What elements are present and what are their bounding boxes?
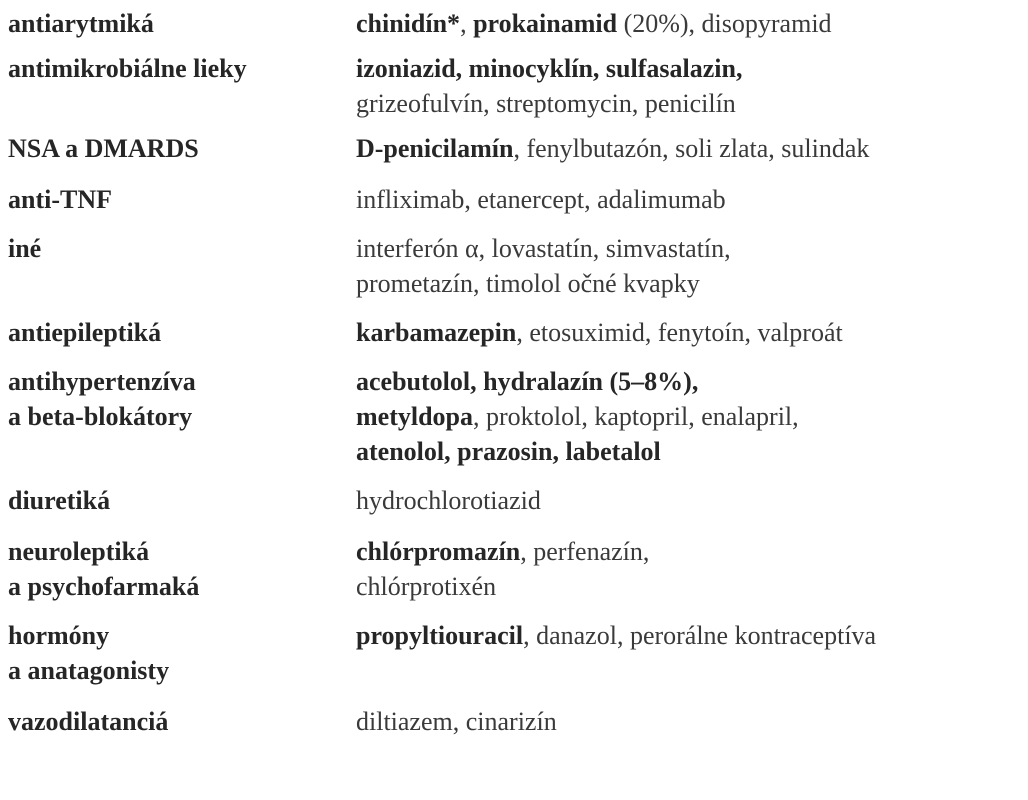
drug-list <box>356 231 1020 301</box>
table-row <box>8 6 1020 41</box>
drug-name: , <box>460 9 474 38</box>
drug-name-emphasized: D-penicilamín <box>356 134 514 163</box>
table-row <box>8 483 1020 518</box>
drug-category-label <box>8 618 356 688</box>
drug-category-label <box>8 6 356 41</box>
drug-list-line <box>356 399 1020 434</box>
table-row <box>8 618 1020 688</box>
drug-name: prometazín, timolol očné kvapky <box>356 269 700 298</box>
category-line: iné <box>8 234 42 263</box>
table-row <box>8 704 1020 739</box>
category-line: neuroleptiká <box>8 537 150 566</box>
drug-category-label <box>8 315 356 350</box>
drug-list-line <box>356 6 1020 41</box>
drug-name: , etosuximid, fenytoín, valproát <box>516 318 843 347</box>
category-line: diuretiká <box>8 486 111 515</box>
category-line: anti-TNF <box>8 185 112 214</box>
drug-name-emphasized: propyltiouracil <box>356 621 524 650</box>
drug-name: interferón α, lovastatín, simvastatín, <box>356 234 731 263</box>
drug-category-label <box>8 231 356 266</box>
drug-category-label <box>8 51 356 86</box>
category-line: hormóny <box>8 621 110 650</box>
drug-category-label <box>8 131 356 166</box>
drug-name: grizeofulvín, streptomycin, penicilín <box>356 89 736 118</box>
drug-name-emphasized: prokainamid <box>473 9 618 38</box>
drug-name: chlórprotixén <box>356 572 497 601</box>
table-row <box>8 182 1020 217</box>
drug-list-line <box>356 51 1020 86</box>
drug-name: diltiazem, cinarizín <box>356 707 557 736</box>
drug-name-emphasized: acebutolol, hydralazín (5–8%), <box>356 367 699 396</box>
drug-list <box>356 704 1020 739</box>
drug-category-label <box>8 534 356 604</box>
category-line: vazodilatanciá <box>8 707 169 736</box>
category-line: antiepileptiká <box>8 318 162 347</box>
drug-category-label <box>8 704 356 739</box>
table-row <box>8 231 1020 301</box>
drug-list-line <box>356 704 1020 739</box>
drug-list <box>356 534 1020 604</box>
table-row <box>8 131 1020 166</box>
drug-list-line <box>356 131 1020 166</box>
drug-name: , danazol, perorálne kontraceptíva <box>523 621 877 650</box>
table-row <box>8 51 1020 121</box>
category-line: antiarytmiká <box>8 9 154 38</box>
drug-list-line <box>356 364 1020 399</box>
drug-name-emphasized: karbamazepin <box>356 318 517 347</box>
drug-list-line <box>356 434 1020 469</box>
drug-name: hydrochlorotiazid <box>356 486 541 515</box>
table-row <box>8 364 1020 469</box>
drug-list <box>356 364 1020 469</box>
category-line: antimikrobiálne lieky <box>8 54 247 83</box>
category-line: a psychofarmaká <box>8 572 200 601</box>
drug-name: , proktolol, kaptopril, enalapril, <box>473 402 799 431</box>
drug-name: , perfenazín, <box>520 537 650 566</box>
drug-list-line <box>356 618 1020 653</box>
drug-list <box>356 6 1020 41</box>
drug-category-label <box>8 483 356 518</box>
drug-list-line <box>356 231 1020 266</box>
drug-name-emphasized: atenolol, prazosin, labetalol <box>356 437 661 466</box>
drug-list-line <box>356 315 1020 350</box>
drug-list <box>356 483 1020 518</box>
drug-list <box>356 315 1020 350</box>
drug-list-line <box>356 534 1020 569</box>
drug-list-line <box>356 266 1020 301</box>
drug-name: infliximab, etanercept, adalimumab <box>356 185 726 214</box>
drug-list-line <box>356 86 1020 121</box>
drug-list <box>356 51 1020 121</box>
drug-list-line <box>356 483 1020 518</box>
drug-name: (20%), disopyramid <box>617 9 832 38</box>
table-row <box>8 534 1020 604</box>
category-line: antihypertenzíva <box>8 367 196 396</box>
table-row <box>8 315 1020 350</box>
drug-category-label <box>8 364 356 434</box>
drug-list <box>356 618 1020 653</box>
drug-name-emphasized: metyldopa <box>356 402 473 431</box>
drug-list <box>356 131 1020 166</box>
drug-category-label <box>8 182 356 217</box>
category-line: a beta-blokátory <box>8 402 193 431</box>
drug-name-emphasized: chinidín* <box>356 9 461 38</box>
drug-category-table <box>8 0 1020 739</box>
drug-list-line <box>356 569 1020 604</box>
drug-name-emphasized: chlórpromazín <box>356 537 521 566</box>
drug-name: , fenylbutazón, soli zlata, sulindak <box>513 134 870 163</box>
category-line: a anatagonisty <box>8 656 170 685</box>
drug-name-emphasized: izoniazid, minocyklín, sulfasalazin, <box>356 54 743 83</box>
drug-list <box>356 182 1020 217</box>
category-line: NSA a DMARDS <box>8 134 199 163</box>
drug-list-line <box>356 182 1020 217</box>
